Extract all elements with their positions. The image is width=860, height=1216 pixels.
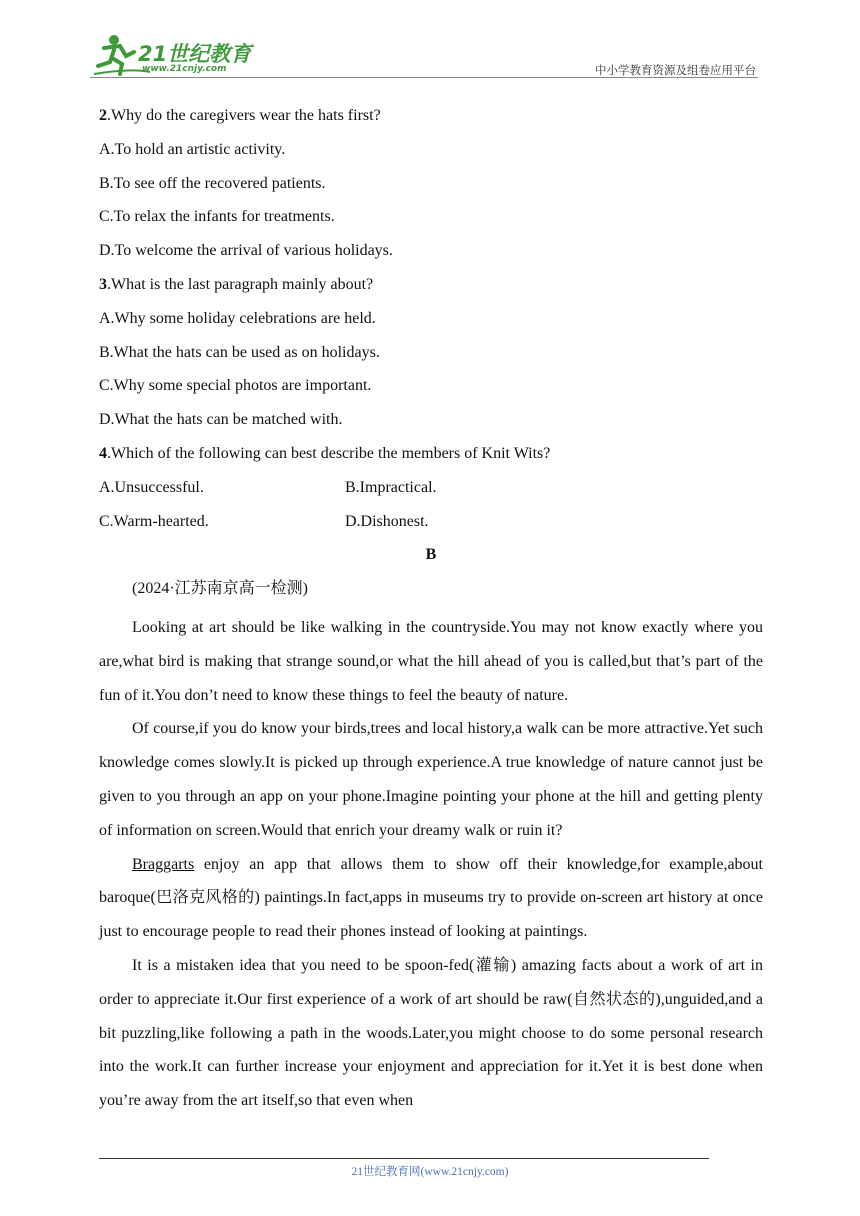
option: B.To see off the recovered patients. bbox=[99, 174, 326, 192]
option: B.What the hats can be used as on holidays. bbox=[99, 343, 380, 361]
header-divider bbox=[90, 77, 758, 78]
passage-paragraph bbox=[99, 848, 763, 949]
option: C.Warm-hearted. bbox=[99, 512, 209, 530]
option: D.What the hats can be matched with. bbox=[99, 411, 343, 429]
passage-paragraph: It is a mistaken idea that you need to be spoon-fed(灌输) amazing facts about a work of art in order to appreciate it.Our first experience of a work of art should be raw(自然状态的),unguided,and a bit puzzling,like following a path in the woods.Later,you might choose to do some personal research into the work.It can further increase your enjoyment and appreciation for it.Yet it is best done when you’re away from the art itself,so that even when bbox=[99, 956, 763, 1110]
option: A.Why some holiday celebrations are held. bbox=[99, 309, 376, 327]
passage-paragraph: Looking at art should be like walking in the countryside.You may not know exactly where you are,what bird is making that strange sound,or what the hill ahead of you is called,but that’s part of the fun of it.You don’t need to know these things to feel the beauty of nature. bbox=[99, 618, 763, 704]
question-text: .Why do the caregivers wear the hats first? bbox=[107, 107, 381, 124]
question-text: .What is the last paragraph mainly about? bbox=[107, 275, 374, 293]
option-row bbox=[99, 476, 763, 510]
passage-source: (2024·江苏南京高一检测) bbox=[132, 580, 308, 598]
header-tagline: 中小学教育资源及组卷应用平台 bbox=[595, 63, 756, 77]
logo bbox=[90, 32, 260, 80]
question-stem bbox=[99, 442, 763, 476]
option: D.Dishonest. bbox=[345, 512, 429, 530]
passage-paragraph: Of course,if you do know your birds,trees and local history,a walk can be more attractive.Yet such knowledge comes slowly.It is picked up through experience.A true knowledge of nature cannot just be given to you through an app on your phone.Imagine pointing your phone at the hill and getting plenty of information on screen.Would that enrich your dreamy walk or ruin it? bbox=[99, 720, 763, 839]
footer-text: 21世纪教育网(www.21cnjy.com) bbox=[351, 1166, 509, 1178]
option: A.To hold an artistic activity. bbox=[99, 140, 286, 158]
option-row bbox=[99, 510, 763, 544]
underlined-word: Braggarts bbox=[132, 855, 195, 873]
document-body bbox=[99, 104, 763, 1118]
question-number: 4 bbox=[99, 444, 107, 462]
section-heading: B bbox=[425, 546, 437, 564]
question-stem bbox=[99, 273, 763, 307]
option: C.Why some special photos are important. bbox=[99, 377, 372, 395]
page-header bbox=[90, 28, 758, 80]
option: D.To welcome the arrival of various holidays. bbox=[99, 242, 393, 260]
option: C.To relax the infants for treatments. bbox=[99, 208, 335, 226]
question-number: 3 bbox=[99, 275, 107, 293]
question-stem bbox=[99, 104, 763, 138]
question-number: 2 bbox=[99, 107, 107, 124]
option: B.Impractical. bbox=[345, 478, 437, 496]
option: A.Unsuccessful. bbox=[99, 478, 204, 496]
question-text: .Which of the following can best describe the members of Knit Wits? bbox=[107, 444, 551, 462]
paragraph-text: enjoy an app that allows them to show off their knowledge,for example,about baroque(巴洛克风格的) paintings.In fact,apps in museums try to provide on-screen art history at once just to encourage people to read their phones instead of looking at paintings. bbox=[99, 855, 763, 941]
footer-divider bbox=[99, 1158, 709, 1159]
logo-text: 21世纪教育 bbox=[138, 42, 252, 66]
logo-url: www.21cnjy.com bbox=[142, 64, 227, 74]
